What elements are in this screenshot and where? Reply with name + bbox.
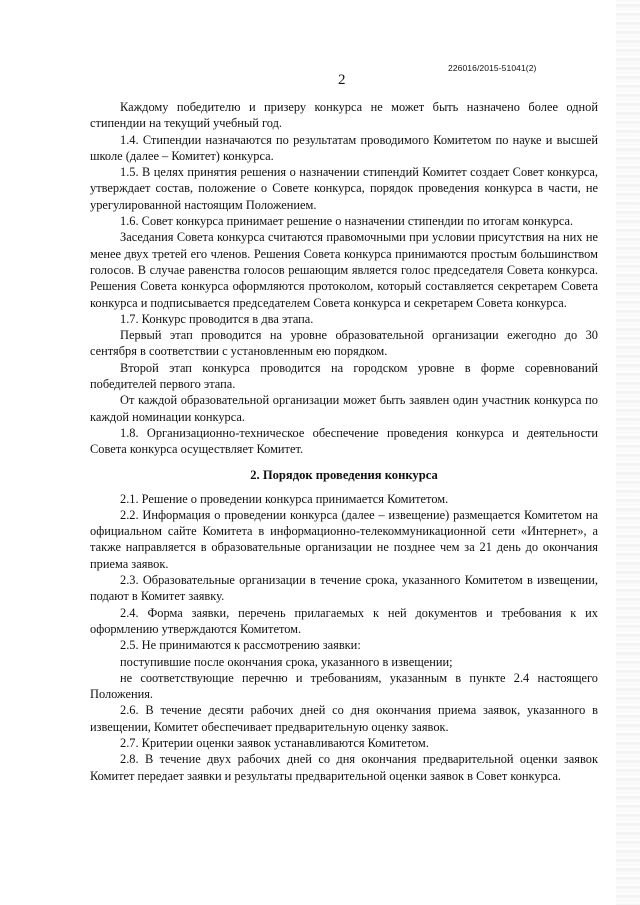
paragraph: 2.3. Образовательные организации в течение срока, указанного Комитетом в извещении, подают в Комитет заявку.: [90, 573, 598, 604]
paragraph: 2.6. В течение десяти рабочих дней со дня окончания приема заявок, указанного в извещении, Комитет обеспечивает предварительную оценку заявок.: [90, 703, 598, 734]
paragraph: не соответствующие перечню и требованиям, указанным в пункте 2.4 настоящего Положения.: [90, 670, 598, 702]
paragraph: 2.5. Не принимаются к рассмотрению заявки:: [120, 638, 361, 653]
paragraph: 1.6. Совет конкурса принимает решение о назначении стипендии по итогам конкурса.: [120, 214, 574, 229]
section-heading: 2. Порядок проведения конкурса: [250, 467, 438, 482]
paragraph: 1.5. В целях принятия решения о назначении стипендий Комитет создает Совет конкурса, утверждает состав, положение о Совете конкурса, порядок проведения конкурса в части, не урегулированной настоящим Положением.: [90, 165, 598, 212]
page-number: 2: [338, 72, 346, 88]
paragraph: Заседания Совета конкурса считаются правомочными при условии присутствия на них не менее двух третей его членов. Решения Совета конкурса принимаются простым большинством голосов. В случае равенства голосов решающим является голос председателя Совета конкурса. Решения Совета конкурса оформляются протоколом, который составляется секретарем Совета конкурса и подписывается председателем Совета конкурса и секретарем Совета конкурса.: [90, 230, 598, 310]
paragraph: 2.7. Критерии оценки заявок устанавливаются Комитетом.: [120, 735, 429, 750]
scan-edge: [616, 0, 640, 905]
paragraph: Каждому победителю и призеру конкурса не может быть назначено более одной стипендии на текущий учебный год.: [90, 100, 598, 131]
paragraph: Первый этап проводится на уровне образовательной организации ежегодно до 30 сентября в соответствии с установленным ею порядком.: [90, 328, 598, 359]
paragraph: От каждой образовательной организации может быть заявлен один участник конкурса по каждой номинации конкурса.: [90, 393, 598, 424]
paragraph: 1.8. Организационно-техническое обеспечение проведения конкурса и деятельности Совета конкурса осуществляет Комитет.: [90, 425, 598, 457]
paragraph: Второй этап конкурса проводится на городском уровне в форме соревнований победителей первого этапа.: [90, 360, 598, 392]
paragraph: 2.1. Решение о проведении конкурса принимается Комитетом.: [120, 491, 449, 506]
paragraph: поступившие после окончания срока, указанного в извещении;: [120, 654, 453, 669]
document-registration-code: 226016/2015-51041(2): [448, 63, 537, 73]
paragraph: 2.4. Форма заявки, перечень прилагаемых к ней документов и требования к их оформлению утверждаются Комитетом.: [90, 605, 598, 636]
document-body: [90, 99, 598, 784]
paragraph: 2.8. В течение двух рабочих дней со дня окончания предварительной оценки заявок Комитет передает заявки и результаты предварительной оценки заявок в Совет конкурса.: [90, 752, 598, 783]
paragraph: 1.4. Стипендии назначаются по результатам проводимого Комитетом по науке и высшей школе (далее – Комитет) конкурса.: [90, 132, 598, 163]
paragraph: 1.7. Конкурс проводится в два этапа.: [120, 311, 314, 326]
paragraph: 2.2. Информация о проведении конкурса (далее – извещение) размещается Комитетом на официальном сайте Комитета в информационно-телекоммуникационной сети «Интернет», а также направляется в образовательные организации не позднее чем за 21 день до окончания приема заявок.: [90, 507, 598, 571]
